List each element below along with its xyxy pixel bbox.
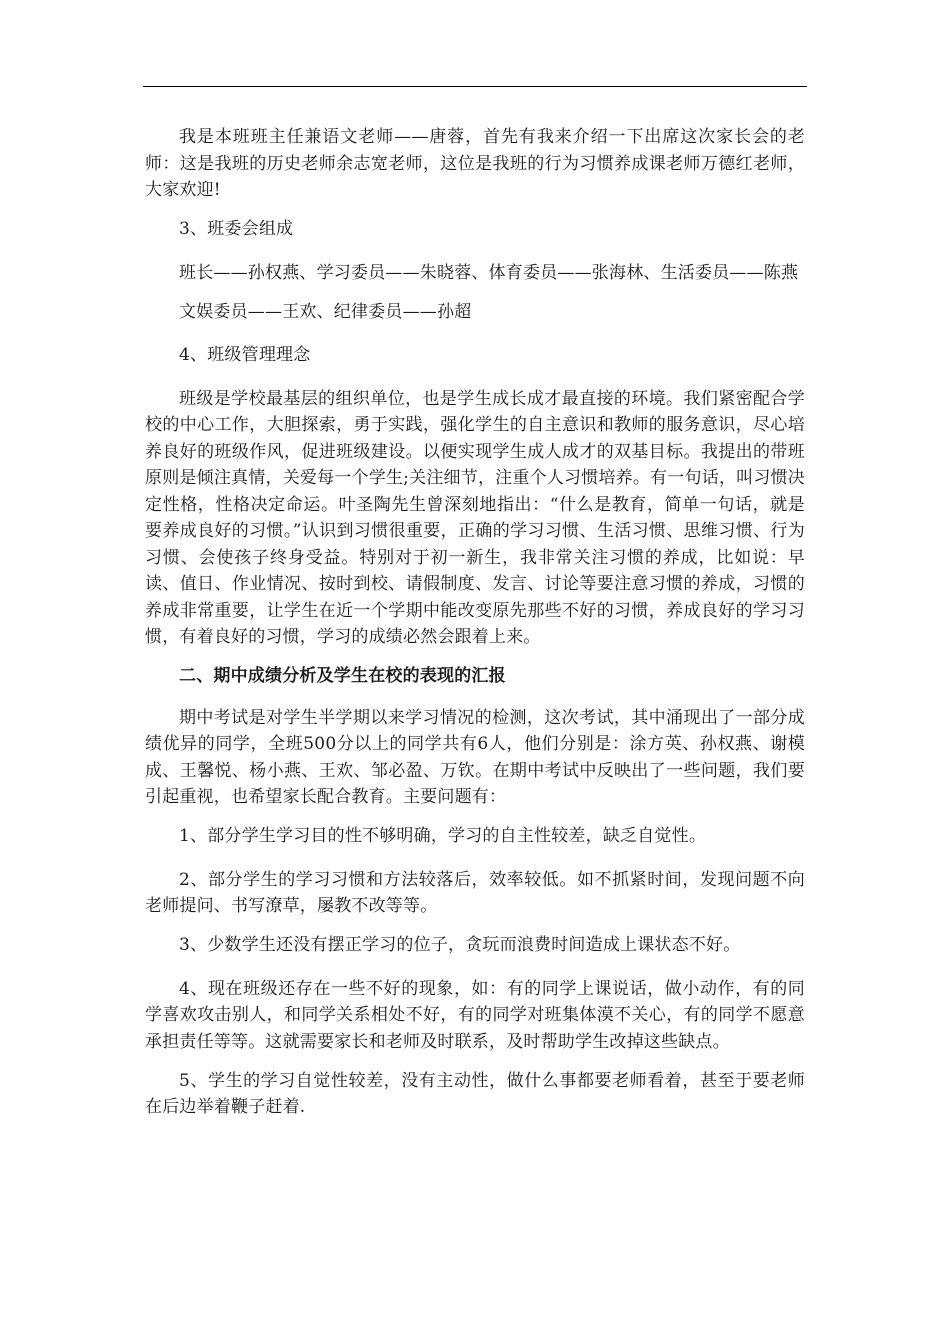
- paragraph-committee-members-1: 班长——孙权燕、学习委员——朱晓蓉、体育委员——张海林、生活委员——陈燕: [179, 262, 799, 283]
- problem-item-5: 5、学生的学习自觉性较差，没有主动性，做什么事都要老师看着，甚至于要老师在后边举着鞭子赶着.: [145, 1070, 805, 1117]
- problem-item-2: 2、部分学生的学习习惯和方法较落后，效率较低。如不抓紧时间，发现问题不向老师提问、书写潦草，屡教不改等等。: [145, 869, 805, 916]
- paragraph-committee-members-2: 文娱委员——王欢、纪律委员——孙超: [179, 301, 472, 322]
- problem-item-1: 1、部分学生学习目的性不够明确，学习的自主性较差，缺乏自觉性。: [179, 826, 707, 846]
- section-heading-class-committee: 3、班委会组成: [179, 219, 294, 239]
- header-rule: [143, 86, 807, 87]
- document-body: [145, 124, 805, 1133]
- problem-item-4: 4、现在班级还存在一些不好的现象，如：有的同学上课说话，做小动作，有的同学喜欢攻击别人，和同学关系相处不好，有的同学对班集体漠不关心，有的同学不愿意承担责任等等。这就需要家长和老师及时联系，及时帮助学生改掉这些缺点。: [145, 978, 805, 1052]
- problem-item-3: 3、少数学生还没有摆正学习的位子，贪玩而浪费时间造成上课状态不好。: [179, 935, 741, 955]
- paragraph-management-philosophy: 班级是学校最基层的组织单位，也是学生成长成才最直接的环境。我们紧密配合学校的中心工作，大胆探索，勇于实践，强化学生的自主意识和教师的服务意识，尽心培养良好的班级作风，促进班级建设。以便实现学生成人成才的双基目标。我提出的带班原则是倾注真情，关爱每一个学生;关注细节，注重个人习惯培养。有一句话，叫习惯决定性格，性格决定命运。叶圣陶先生曾深刻地指出：“什么是教育，简单一句话，就是要养成良好的习惯。”认识到习惯很重要，正确的学习习惯、生活习惯、思维习惯、行为习惯、会使孩子终身受益。特别对于初一新生，我非常关注习惯的养成，比如说：早读、值日、作业情况、按时到校、请假制度、发言、讨论等要注意习惯的养成，习惯的养成非常重要，让学生在近一个学期中能改变原先那些不好的习惯，养成良好的学习习惯，有着良好的习惯，学习的成绩必然会跟着上来。: [145, 388, 805, 647]
- paragraph-midterm-summary: 期中考试是对学生半学期以来学习情况的检测，这次考试，其中涌现出了一部分成绩优异的同学，全班500分以上的同学共有6人，他们分别是：涂方英、孙权燕、谢模成、王馨悦、杨小燕、王欢、邹必盈、万钦。在期中考试中反映出了一些问题，我们要引起重视，也希望家长配合教育。主要问题有：: [145, 707, 805, 807]
- section-heading-midterm-analysis: 二、期中成绩分析及学生在校的表现的汇报: [179, 666, 506, 686]
- section-heading-management-philosophy: 4、班级管理理念: [179, 345, 311, 365]
- paragraph-teacher-intro: 我是本班班主任兼语文老师——唐蓉，首先有我来介绍一下出席这次家长会的老师：这是我班的历史老师余志宽老师，这位是我班的行为习惯养成课老师万德红老师，大家欢迎!: [145, 127, 805, 200]
